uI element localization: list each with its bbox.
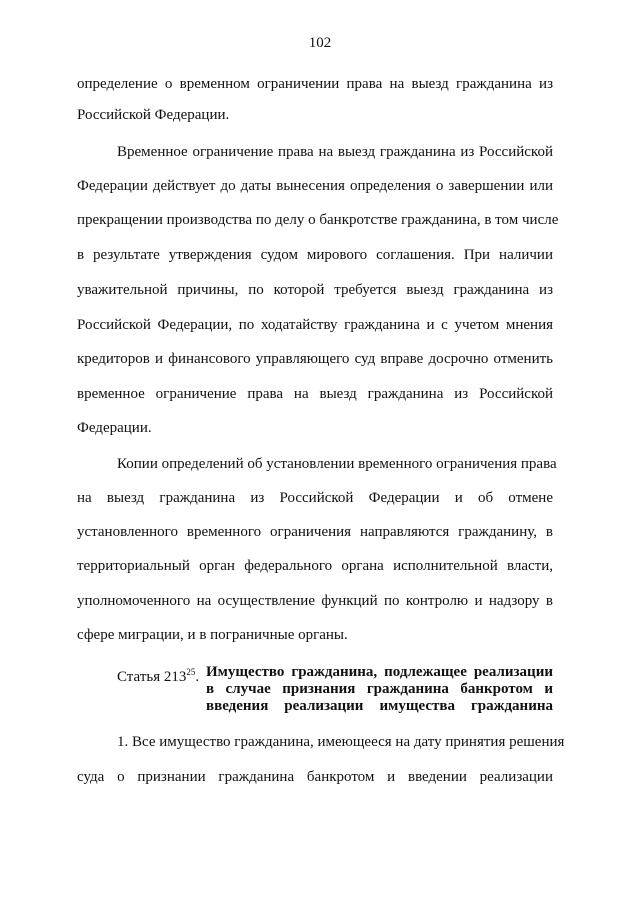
text-line: Временное ограничение права на выезд гражданина из Российской bbox=[117, 144, 553, 160]
text-line: уважительной причины, по которой требуется выезд гражданина из bbox=[77, 282, 553, 298]
text-line: уполномоченного на осуществление функций по контролю и надзору в bbox=[77, 593, 553, 609]
text-line: 1. Все имущество гражданина, имеющееся на дату принятия решения bbox=[117, 734, 565, 750]
text-line: определение о временном ограничении права на выезд гражданина из bbox=[77, 76, 553, 92]
text-line: Копии определений об установлении временного ограничения права bbox=[117, 456, 557, 472]
text-line: на выезд гражданина из Российской Федерации и об отмене bbox=[77, 490, 553, 506]
article-number: Статья 213 bbox=[117, 669, 187, 685]
text-line: прекращении производства по делу о банкротстве гражданина, в том числе bbox=[77, 212, 559, 228]
text-line: кредиторов и финансового управляющего суд вправе досрочно отменить bbox=[77, 351, 553, 367]
article-label bbox=[117, 663, 199, 686]
article-superscript: 25 bbox=[186, 667, 196, 677]
text-line: Российской Федерации. bbox=[77, 107, 230, 123]
article-label-suffix: . bbox=[195, 669, 200, 685]
text-line: временное ограничение права на выезд гражданина из Российской bbox=[77, 386, 553, 402]
page-number: 102 bbox=[308, 35, 332, 51]
article-title-line: Имущество гражданина, подлежащее реализации bbox=[206, 664, 553, 680]
text-line: в результате утверждения судом мирового соглашения. При наличии bbox=[77, 247, 553, 263]
article-title-line: в случае признания гражданина банкротом и bbox=[206, 681, 553, 697]
text-line: установленного временного ограничения направляются гражданину, в bbox=[77, 524, 553, 540]
text-line: Российской Федерации, по ходатайству гражданина и с учетом мнения bbox=[77, 317, 553, 333]
text-line: суда о признании гражданина банкротом и введении реализации bbox=[77, 769, 553, 785]
text-line: Федерации. bbox=[77, 420, 152, 436]
text-line: Федерации действует до даты вынесения определения о завершении или bbox=[77, 178, 553, 194]
text-line: территориальный орган федерального органа исполнительной власти, bbox=[77, 558, 553, 574]
article-title-line: введения реализации имущества гражданина bbox=[206, 698, 553, 714]
text-line: сфере миграции, и в пограничные органы. bbox=[77, 627, 348, 643]
